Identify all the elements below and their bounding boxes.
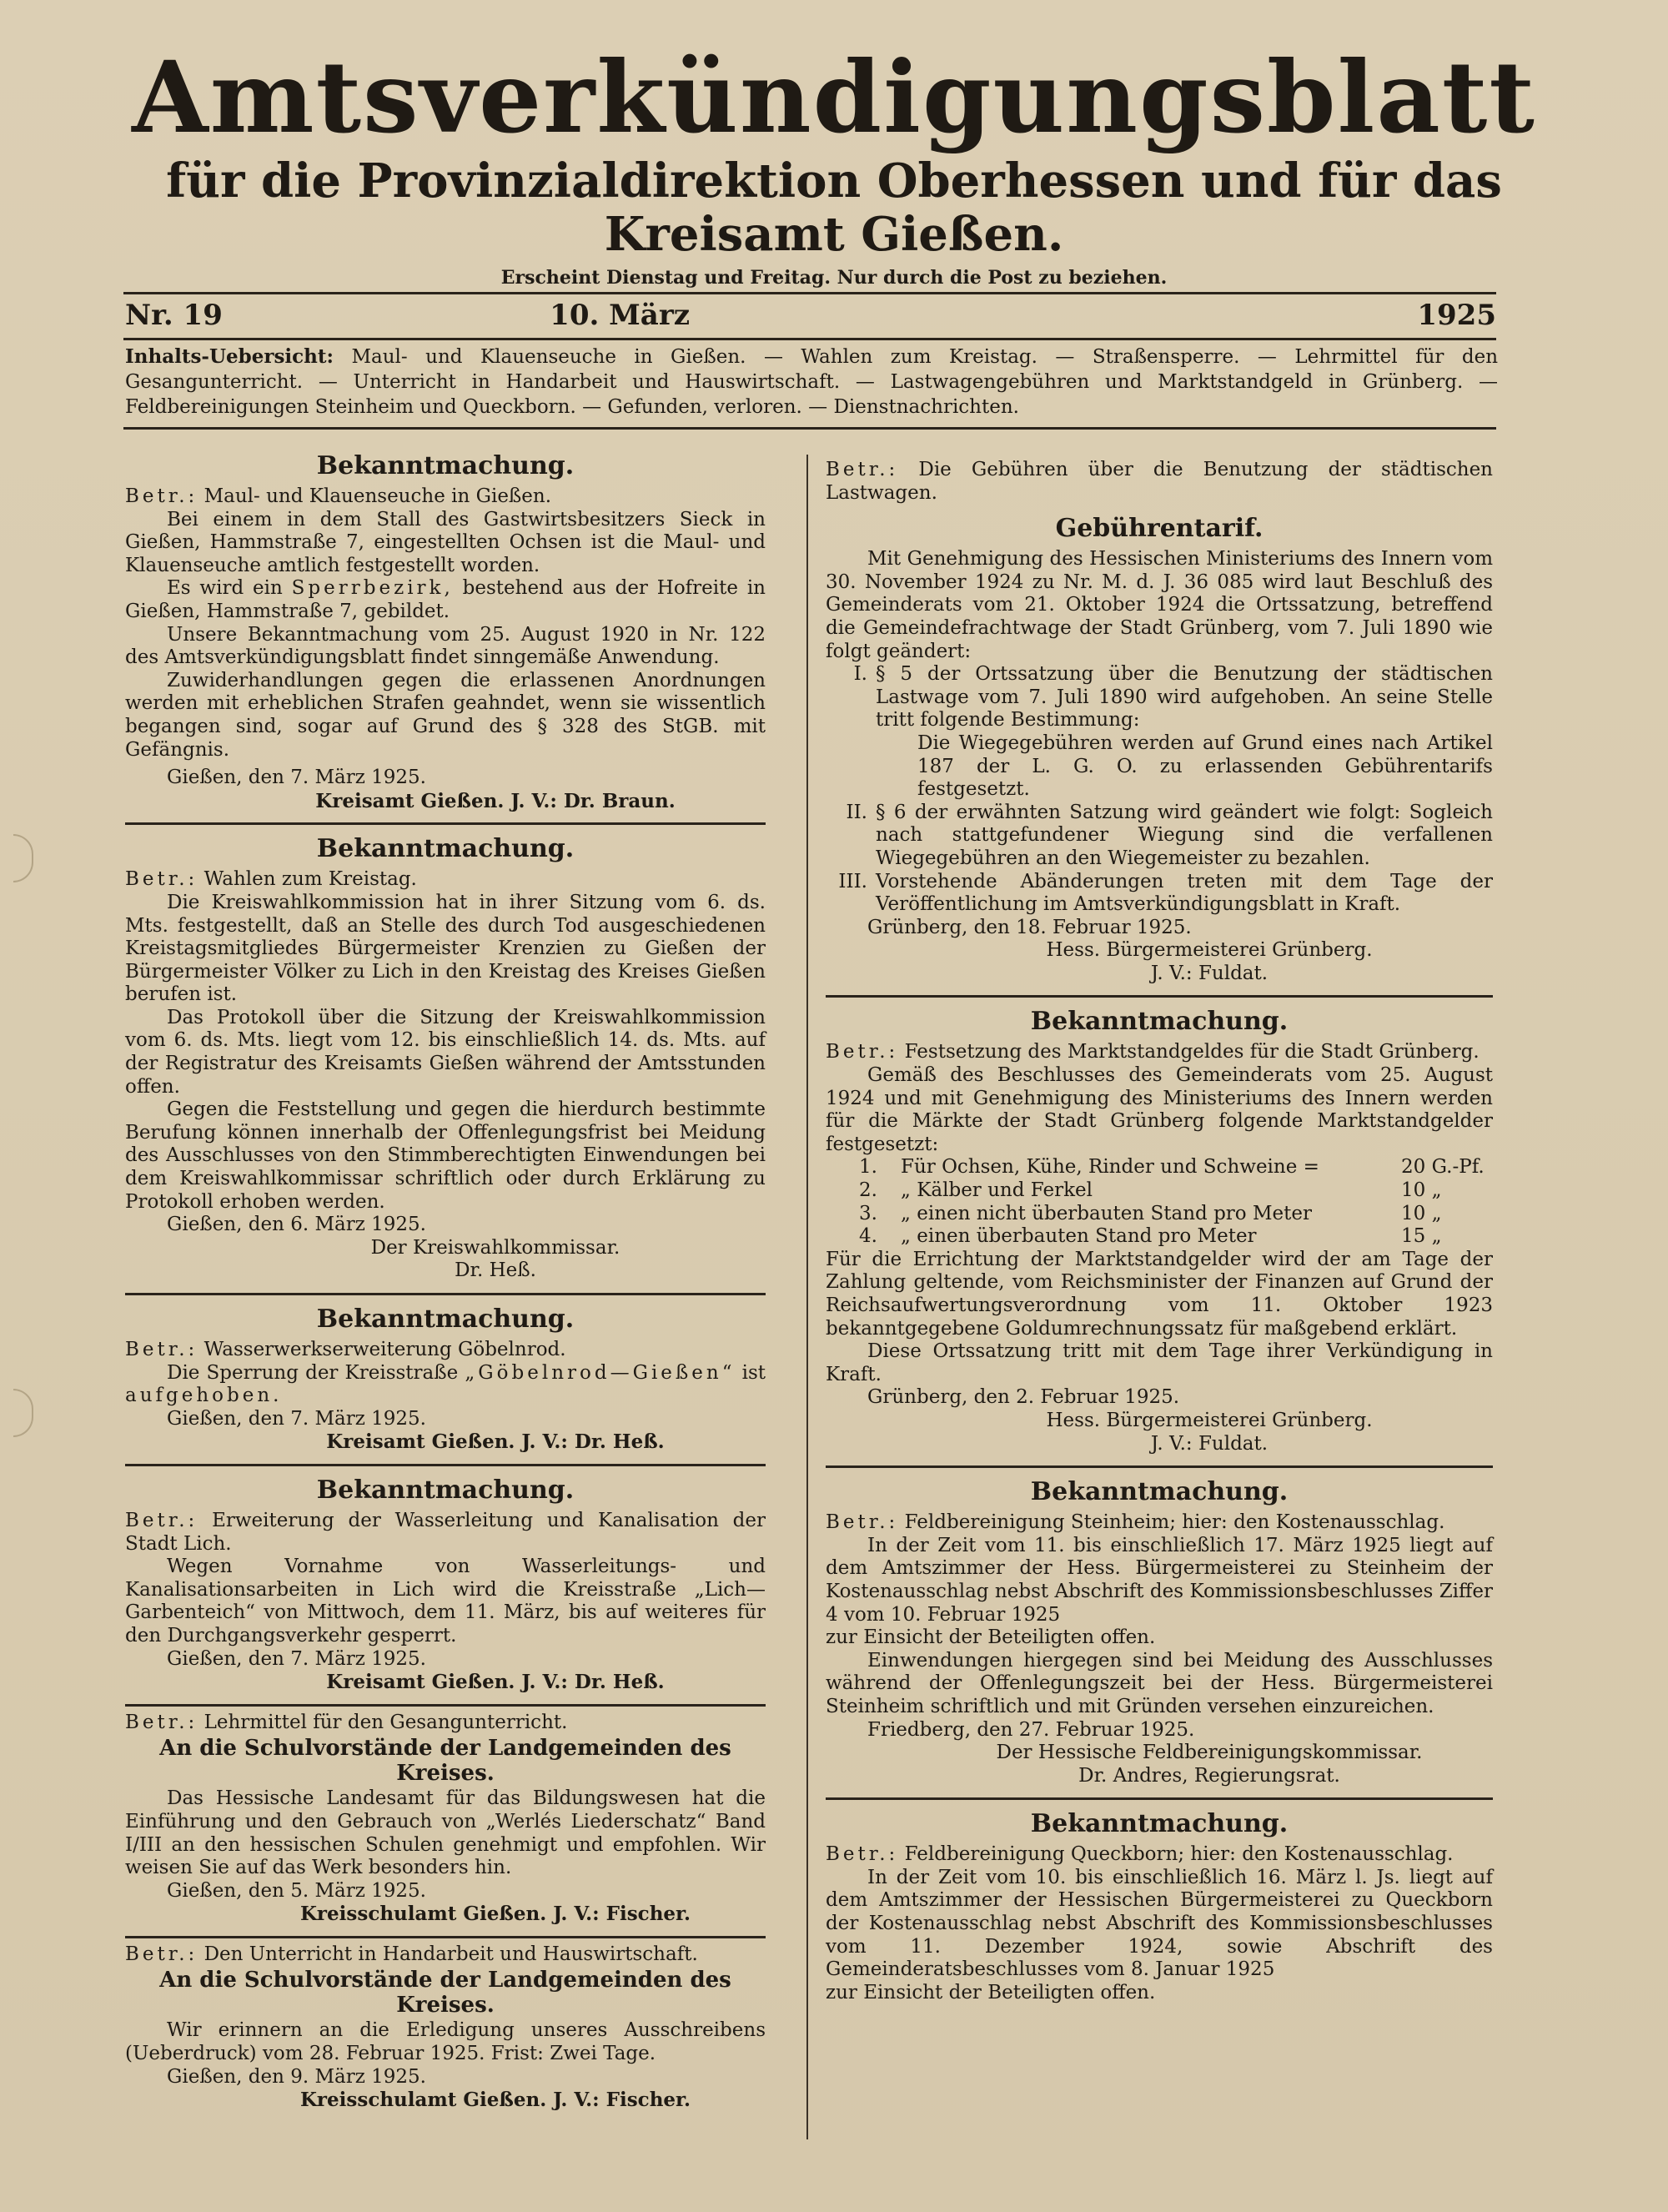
paragraph-part: Es wird ein: [167, 577, 283, 600]
list-text: § 5 der Ortssatzung über die Benutzung der städtischen Lastwage vom 7. Juli 1890 wird aufgehoben. An seine Stelle tritt folgende Bestimmung:: [876, 663, 1493, 731]
paragraph: Zuwiderhandlungen gegen die erlassenen Anordnungen werden mit erheblichen Strafen geahndet, wenn sie wissentlich begangen sind, sogar auf Grund des § 328 des StGB. mit Gefängnis.: [125, 669, 766, 761]
betr-label: Betr.:: [826, 1843, 899, 1866]
list-item: [826, 663, 1493, 802]
paragraph: Das Protokoll über die Sitzung der Kreiswahlkommission vom 6. ds. Mts. liegt vom 12. bis einschließlich 14. ds. Mts. auf der Registratur des Kreisamts Gießen während der Amtsstunden offen.: [125, 1006, 766, 1098]
fee-number: 1.: [859, 1156, 877, 1179]
issue-year: 1925: [1417, 299, 1496, 332]
paragraph: Unsere Bekanntmachung vom 25. August 1920 in Nr. 122 des Amtsverkündigungsblatt findet sinngemäße Anwendung.: [125, 623, 766, 669]
place-date: Gießen, den 7. März 1925.: [167, 767, 426, 789]
paragraph-part: Die Sperrung der Kreisstraße: [167, 1361, 459, 1384]
publication-note: Erscheint Dienstag und Freitag. Nur durch die Post zu beziehen.: [500, 266, 1168, 289]
fee-row: [826, 1179, 1493, 1203]
signature-name: J. V.: Fuldat.: [1150, 1432, 1269, 1455]
list-number: II.: [846, 801, 867, 823]
betr-label: Betr.:: [125, 485, 198, 507]
paragraph: Für die Errichtung der Marktstandgelder wird der am Tage der Zahlung geltende, vom Reichsminister der Finanzen auf Grund der Reichsaufwertungsverordnung vom 11. Oktober 1923 bekanntgegebene Goldumrechnungssatz für maßgebend erklärt.: [826, 1248, 1493, 1340]
fee-number: 2.: [859, 1179, 877, 1202]
section-rule: [826, 995, 1493, 998]
notice-lehrmittel-gesang: [125, 1712, 766, 1926]
notice-kreistag-wahlen: [125, 835, 766, 1283]
section-rule: [125, 1936, 766, 1938]
notice-heading: Bekanntmachung.: [316, 1475, 575, 1505]
paragraph: Wegen Vornahme von Wasserleitungs- und Kanalisationsarbeiten in Lich wird die Kreisstraße „Lich—Garbenteich“ von Mittwoch, dem 11. März, bis auf weiteres für den Durchgangsverkehr gesperrt.: [125, 1556, 766, 1646]
place-date: Gießen, den 9. März 1925.: [167, 2065, 426, 2088]
place-date: Grünberg, den 18. Februar 1925.: [867, 916, 1192, 938]
binder-hole-mark: [13, 834, 33, 882]
paragraph: Diese Ortssatzung tritt mit dem Tage ihrer Verkündigung in Kraft.: [826, 1340, 1493, 1385]
signature-title: Der Hessische Feldbereinigungskommissar.: [996, 1742, 1423, 1764]
notice-heading: Bekanntmachung.: [1030, 1477, 1289, 1507]
place-date: Gießen, den 7. März 1925.: [167, 1407, 426, 1430]
betr-text: Wasserwerkserweiterung Göbelnrod.: [203, 1339, 566, 1360]
paragraph-emphasis: „Göbelnrod—Gießen“: [465, 1361, 736, 1384]
list-item: [826, 871, 1493, 917]
signature-name: Dr. Andres, Regierungsrat.: [1078, 1764, 1340, 1787]
summary-text: Maul- und Klauenseuche in Gießen. — Wahlen zum Kreistag. — Straßensperre. — Lehrmittel für den Gesangunterricht. — Unterricht in Handarbeit und Hauswirtschaft. — Lastwagengebühren und Marktstandgeld in Grünberg. — Feldbereinigungen Steinheim und Queckborn. — Gefunden, verloren. — Dienstnachrichten.: [125, 346, 1499, 418]
masthead: [125, 39, 1543, 289]
notice-heading: Bekanntmachung.: [316, 834, 575, 864]
contents-summary: [125, 344, 1498, 420]
section-rule: [826, 1465, 1493, 1468]
notice-strassensperre-goebelnrod: [125, 1305, 766, 1454]
place-date: Friedberg, den 27. Februar 1925.: [867, 1718, 1195, 1741]
betr-text: Festsetzung des Marktstandgeldes für die Stadt Grünberg.: [904, 1041, 1480, 1063]
fee-row: [826, 1156, 1493, 1179]
paragraph-end: zur Einsicht der Beteiligten offen.: [826, 1626, 1156, 1649]
betr-label: Betr.:: [125, 1711, 198, 1733]
fee-value: 10 „: [1401, 1202, 1442, 1224]
paragraph: Mit Genehmigung des Hessischen Ministeriums des Innern vom 30. November 1924 zu Nr. M. d. J. 36 085 wird laut Beschluß des Gemeinderats vom 21. Oktober 1924 die Ortssatzung, betreffend die Gemeindefrachtwage der Stadt Grünberg, vom 7. Juli 1890 wie folgt geändert:: [826, 548, 1493, 662]
notice-heading: Bekanntmachung.: [316, 1305, 575, 1334]
notice-heading: Bekanntmachung.: [1030, 1007, 1289, 1037]
signature: Kreisamt Gießen. J. V.: Dr. Heß.: [326, 1430, 665, 1454]
betr-label: Betr.:: [826, 1041, 899, 1063]
issue-rule: [123, 338, 1496, 340]
notice-wasserleitung-lich: [125, 1476, 766, 1694]
place-date: Gießen, den 5. März 1925.: [167, 1879, 426, 1902]
issue-date: 10. März: [550, 299, 691, 332]
place-date: Gießen, den 7. März 1925.: [167, 1647, 426, 1670]
paragraph-part: bestehend aus der Hofreite in Gießen, Hammstraße 7, gebildet.: [125, 577, 766, 622]
notice-heading: Gebührentarif.: [1055, 514, 1264, 544]
notice-handarbeit-hauswirtschaft: [125, 1943, 766, 2112]
section-rule: [125, 1704, 766, 1707]
betr-text: Erweiterung der Wasserleitung und Kanalisation der Stadt Lich.: [125, 1509, 766, 1555]
list-text: Vorstehende Abänderungen treten mit dem Tage der Veröffentlichung im Amtsverkündigungsblatt in Kraft.: [876, 870, 1493, 916]
signature: Kreisamt Gießen. J. V.: Dr. Heß.: [326, 1671, 665, 1694]
fee-value: 10 „: [1401, 1179, 1442, 1202]
signature-title: Hess. Bürgermeisterei Grünberg.: [1046, 939, 1373, 962]
newspaper-subtitle: für die Provinzialdirektion Oberhessen und für das Kreisamt Gießen.: [166, 153, 1502, 263]
fee-row: [826, 1203, 1493, 1226]
signature: Kreisschulamt Gießen. J. V.: Fischer.: [299, 2089, 691, 2112]
section-rule: [826, 1797, 1493, 1800]
paragraph: Die Kreiswahlkommission hat in ihrer Sitzung vom 6. ds. Mts. festgestellt, daß an Stelle des durch Tod ausgeschiedenen Kreistagsmitgliedes Bürgermeister Krenzien zu Gießen der Bürgermeister Völker zu Lich in den Kreistag des Kreises Gießen berufen ist.: [125, 891, 766, 1006]
notice-lastwagen-gebuehren: [826, 459, 1493, 985]
paragraph-end: zur Einsicht der Beteiligten offen.: [826, 1981, 1156, 2003]
addressee: An die Schulvorstände der Landgemeinden des Kreises.: [159, 1736, 731, 1787]
fee-value: 15 „: [1401, 1225, 1442, 1248]
section-rule: [125, 1293, 766, 1295]
paragraph: In der Zeit vom 10. bis einschließlich 16. März l. Js. liegt auf dem Amtszimmer der Hessischen Bürgermeisterei zu Queckborn der Kostenausschlag nebst Abschrift des Kommissionsbeschlusses vom 11. Dezember 1924, sowie Abschrift des Gemeinderatsbeschlusses vom 8. Januar 1925: [826, 1866, 1493, 1981]
section-rule: [125, 1464, 766, 1466]
notice-feldbereinigung-steinheim: [826, 1478, 1493, 1787]
right-column: [826, 442, 1493, 2004]
paragraph: Gemäß des Beschlusses des Gemeinderats vom 25. August 1924 und mit Genehmigung des Ministeriums des Innern werden für die Märkte der Stadt Grünberg folgende Marktstandgelder festgesetzt:: [826, 1064, 1493, 1155]
paragraph-emphasis: aufgehoben.: [125, 1385, 283, 1407]
fee-description: Für Ochsen, Kühe, Rinder und Schweine =: [901, 1156, 1319, 1179]
betr-label: Betr.:: [826, 1511, 899, 1534]
column-divider: [806, 455, 808, 2139]
issue-number: Nr. 19: [125, 299, 223, 332]
paragraph-part: ist: [741, 1361, 766, 1384]
summary-label: Inhalts-Uebersicht:: [125, 345, 334, 368]
paragraph: Gegen die Feststellung und gegen die hierdurch bestimmte Berufung können innerhalb der Offenlegungsfrist bei Meidung des Ausschlusses von den Stimmberechtigten Einwendungen bei dem Kreiswahlkommissar schriftlich oder durch Erklärung zu Protokoll erhoben werden.: [125, 1098, 766, 1213]
notice-feldbereinigung-queckborn: [826, 1810, 1493, 2004]
fee-description: „ einen nicht überbauten Stand pro Meter: [901, 1202, 1312, 1224]
fee-value: 20 G.-Pf.: [1401, 1156, 1485, 1179]
place-date: Gießen, den 6. März 1925.: [167, 1214, 426, 1236]
betr-text: Lehrmittel für den Gesangunterricht.: [203, 1711, 568, 1733]
list-item: [826, 802, 1493, 871]
fee-number: 3.: [859, 1202, 877, 1224]
signature-name: J. V.: Fuldat.: [1150, 962, 1269, 984]
paragraph: Wir erinnern an die Erledigung unseres Ausschreibens (Ueberdruck) vom 28. Februar 1925. Frist: Zwei Tage.: [125, 2019, 766, 2065]
list-text: § 6 der erwähnten Satzung wird geändert wie folgt: Sogleich nach stattgefundener Wiegung sind die verfallenen Wiegegebühren an den Wiegemeister zu bezahlen.: [876, 801, 1493, 869]
paragraph: Einwendungen hiergegen sind bei Meidung des Ausschlusses während der Offenlegungszeit bei der Hess. Bürgermeisterei Steinheim schriftlich und mit Gründen versehen einzureichen.: [826, 1649, 1493, 1717]
addressee: An die Schulvorstände der Landgemeinden des Kreises.: [159, 1968, 731, 2018]
betr-label: Betr.:: [125, 1943, 198, 1965]
betr-label: Betr.:: [125, 868, 198, 891]
notice-heading: Bekanntmachung.: [1030, 1809, 1289, 1839]
fee-description: „ einen überbauten Stand pro Meter: [901, 1225, 1257, 1248]
betr-text: Die Gebühren über die Benutzung der städtischen Lastwagen.: [826, 459, 1493, 504]
signature: Kreisschulamt Gießen. J. V.: Fischer.: [299, 1903, 691, 1926]
betr-label: Betr.:: [826, 459, 899, 480]
summary-rule: [123, 427, 1496, 430]
betr-text: Wahlen zum Kreistag.: [203, 868, 417, 891]
notice-maul-klauenseuche: [125, 452, 766, 812]
fee-row: [826, 1225, 1493, 1249]
betr-text: Feldbereinigung Steinheim; hier: den Kostenausschlag.: [904, 1511, 1445, 1534]
signature-title: Der Kreiswahlkommissar.: [370, 1236, 620, 1259]
list-number: I.: [853, 663, 867, 686]
issue-line: [125, 299, 1496, 332]
paragraph-emphasis: Sperrbezirk,: [291, 577, 454, 600]
fee-number: 4.: [859, 1225, 877, 1248]
fee-description: „ Kälber und Ferkel: [901, 1179, 1093, 1202]
betr-text: Feldbereinigung Queckborn; hier: den Kostenausschlag.: [904, 1843, 1454, 1866]
signature-title: Hess. Bürgermeisterei Grünberg.: [1046, 1409, 1373, 1431]
betr-label: Betr.:: [125, 1509, 198, 1531]
notice-heading: Bekanntmachung.: [316, 451, 575, 480]
masthead-rule: [123, 292, 1496, 294]
list-subtext: Die Wiegegebühren werden auf Grund eines nach Artikel 187 der L. G. O. zu erlassenden Gebührentarifs festgesetzt.: [917, 731, 1493, 801]
newspaper-title: Amtsverkündigungsblatt: [132, 39, 1536, 155]
place-date: Grünberg, den 2. Februar 1925.: [867, 1386, 1180, 1409]
left-column: [125, 442, 766, 2112]
paragraph: Bei einem in dem Stall des Gastwirtsbesitzers Sieck in Gießen, Hammstraße 7, eingestellten Ochsen ist die Maul- und Klauenseuche amtlich festgestellt worden.: [125, 508, 766, 576]
list-number: III.: [838, 870, 867, 892]
betr-text: Maul- und Klauenseuche in Gießen.: [203, 485, 552, 507]
paragraph: Das Hessische Landesamt für das Bildungswesen hat die Einführung und den Gebrauch von „Werlés Liederschatz“ Band I/III an den hessischen Schulen genehmigt und empfohlen. Wir weisen Sie auf das Werk besonders hin.: [125, 1787, 766, 1879]
betr-label: Betr.:: [125, 1339, 198, 1360]
signature-name: Dr. Heß.: [455, 1259, 536, 1282]
section-rule: [125, 822, 766, 825]
signature: Kreisamt Gießen. J. V.: Dr. Braun.: [315, 789, 676, 812]
notice-marktstandgeld: [826, 1008, 1493, 1455]
paragraph: In der Zeit vom 11. bis einschließlich 17. März 1925 liegt auf dem Amtszimmer der Hess. Bürgermeisterei zu Steinheim der Kostenausschlag nebst Abschrift des Kommissionsbeschlusses Ziffer 4 vom 10. Februar 1925: [826, 1534, 1493, 1626]
binder-hole-mark: [13, 1389, 33, 1437]
betr-text: Den Unterricht in Handarbeit und Hauswirtschaft.: [203, 1943, 698, 1965]
